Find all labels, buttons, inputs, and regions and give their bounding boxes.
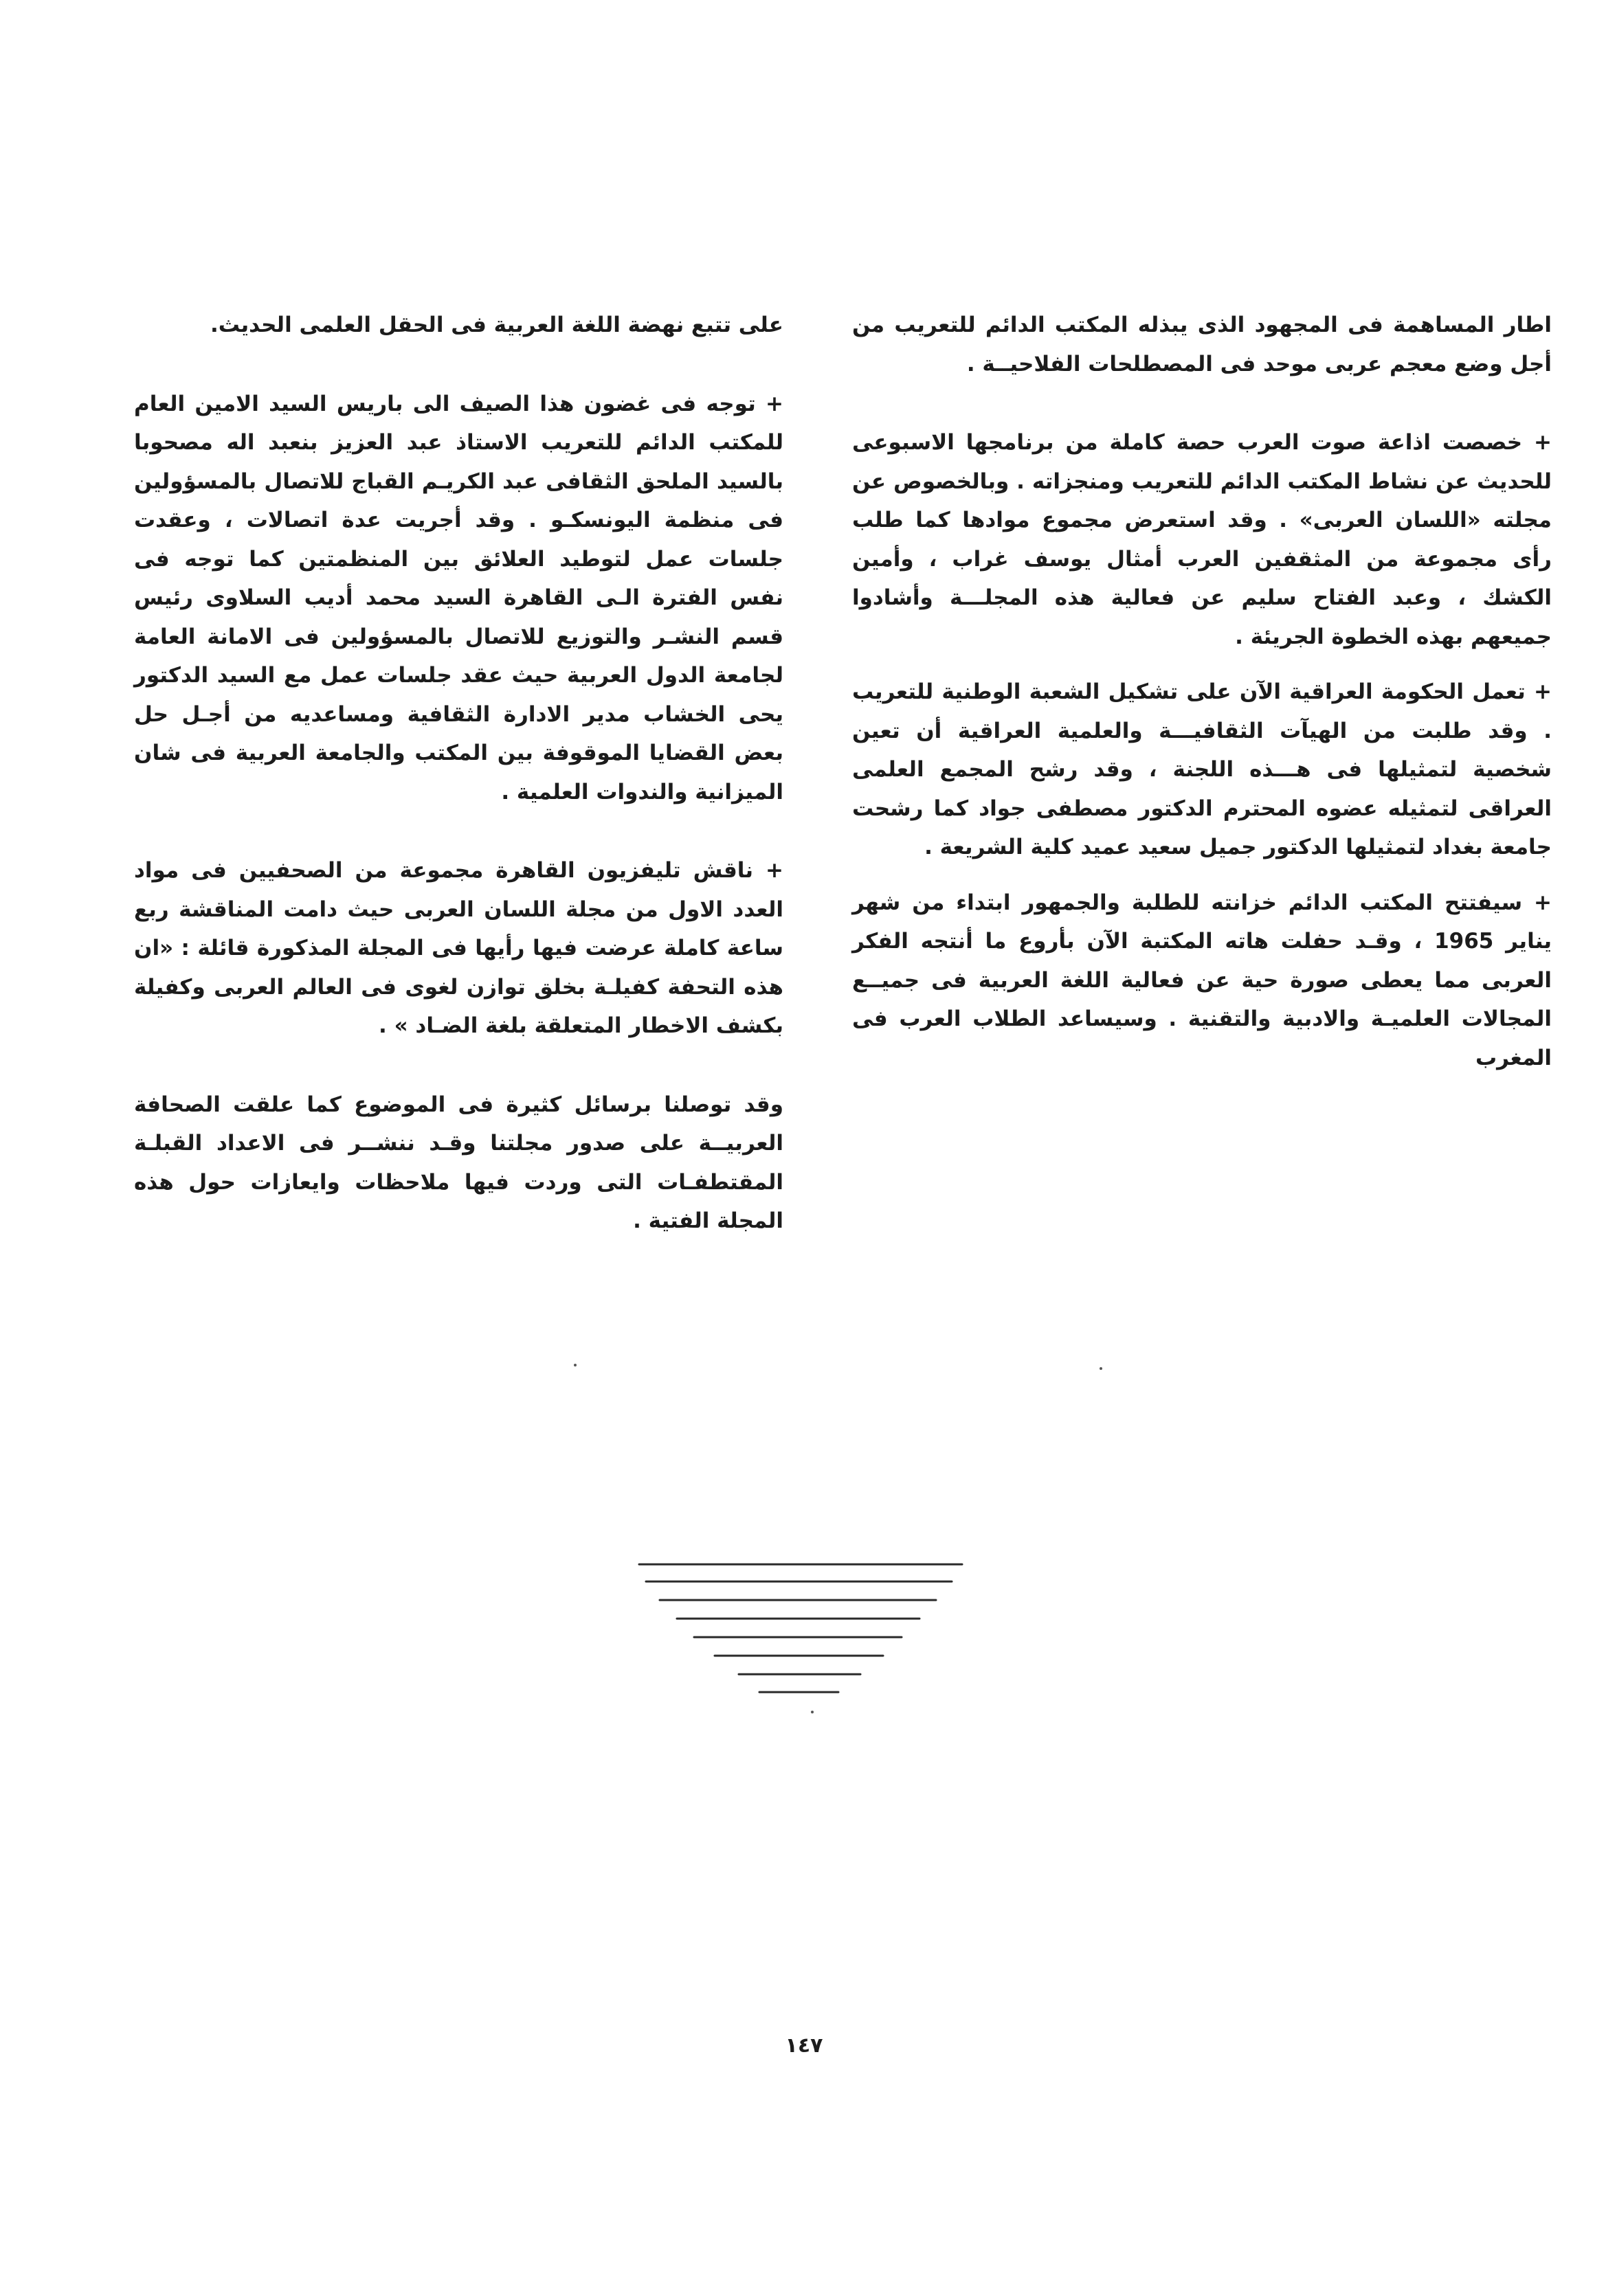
- paragraph-iraqi-government: + تعمل الحكومة العراقية الآن على تشكيل الشعبة الوطنية للتعريب . وقد طلبت من الهيآت الثقافيـــة والعلمية العراقية أن تعين شخصية لتمثيلها فى هـــذه اللجنة ، وقد رشح المجمع العلمى العراقى لتمثيله عضوه المحترم الدكتور مصطفى جواد كما رشحت جامعة بغداد لتمثيلها الدكتور جميل سعيد عميد كلية الشريعة .: [852, 679, 1552, 859]
- paragraph-library-opening: + سيفتتح المكتب الدائم خزانته للطلبة والجمهور ابتداء من شهر يناير 1965 ، وقـد حفلت هاته المكتبة الآن بأروع ما أنتجه الفكر العربى مما يعطى صورة حية عن فعالية اللغة العربية فى جميــع المجالات العلميـة والادبية والتقنية . وسيساعد الطلاب العرب فى المغرب: [852, 890, 1552, 1070]
- paragraph-continuation: على تتبع نهضة اللغة العربية فى الحقل العلمى الحديث.: [210, 313, 783, 337]
- page-number: ١٤٧: [785, 2034, 823, 2058]
- scan-speck: [811, 1711, 814, 1713]
- paragraph-intro-continuation: اطار المساهمة فى المجهود الذى يبذله المكتب الدائم للتعريب من أجل وضع معجم عربى موحد فى المصطلحات الفلاحيــة .: [852, 313, 1552, 376]
- paragraph-cairo-television: + ناقش تليفزيون القاهرة مجموعة من الصحفيين فى مواد العدد الاول من مجلة اللسان العربى حيث دامت المناقشة ربع ساعة كاملة عرضت فيها رأيها فى المجلة المذكورة قائلة : «ان هذه التحفة كفيلـة بخلق توازن لغوى فى العالم العربى وكفيلة بكشف الاخطار المتعلقة بلغة الضـاد » .: [134, 858, 783, 1038]
- scan-speck: [574, 1364, 577, 1366]
- paragraph-letters-received: وقد توصلنا برسائل كثيرة فى الموضوع كما علقت الصحافة العربيــة على صدور مجلتنا وقـد ننشــر فى الاعداد القبلـة المقتطفـات التى وردت فيها ملاحظات وايعازات حول هذه المجلة الفتية .: [134, 1092, 783, 1233]
- scan-speck: [1100, 1367, 1102, 1370]
- paragraph-sawt-al-arab: + خصصت اذاعة صوت العرب حصة كاملة من برنامجها الاسبوعى للحديث عن نشاط المكتب الدائم للتعريب ومنجزاته . وبالخصوص عن مجلته «اللسان العربى» . وقد استعرض مجموع موادها كما طلب رأى مجموعة من المثقفين العرب أمثال يوسف غراب ، وأمين الكشك ، وعبد الفتاح سليم عن فعالية هذه المجلـــة وأشادوا جميعهم بهذه الخطوة الجريئة .: [852, 430, 1552, 649]
- paragraph-paris-visit: + توجه فى غضون هذا الصيف الى باريس السيد الامين العام للمكتب الدائم للتعريب الاستاذ عبد العزيز بنعبد اله مصحوبا بالسيد الملحق الثقافى عبد الكريـم القباج للاتصال بالمسؤولين فى منظمة اليونسكـو . وقد أجريت عدة اتصالات ، وعقدت جلسات عمل لتوطيد العلائق بين المنظمتين كما توجه فى نفس الفترة الـى القاهرة السيد محمد أديب السلاوى رئيس قسم النشـر والتوزيع للاتصال بالمسؤولين فى الامانة العامة لجامعة الدول العربية حيث عقد جلسات عمل مع السيد الدكتور يحى الخشاب مدير الادارة الثقافية ومساعديه من أجـل حل بعض القضايا الموقوفة بين المكتب والجامعة العربية فى شان الميزانية والندوات العلمية .: [134, 391, 783, 804]
